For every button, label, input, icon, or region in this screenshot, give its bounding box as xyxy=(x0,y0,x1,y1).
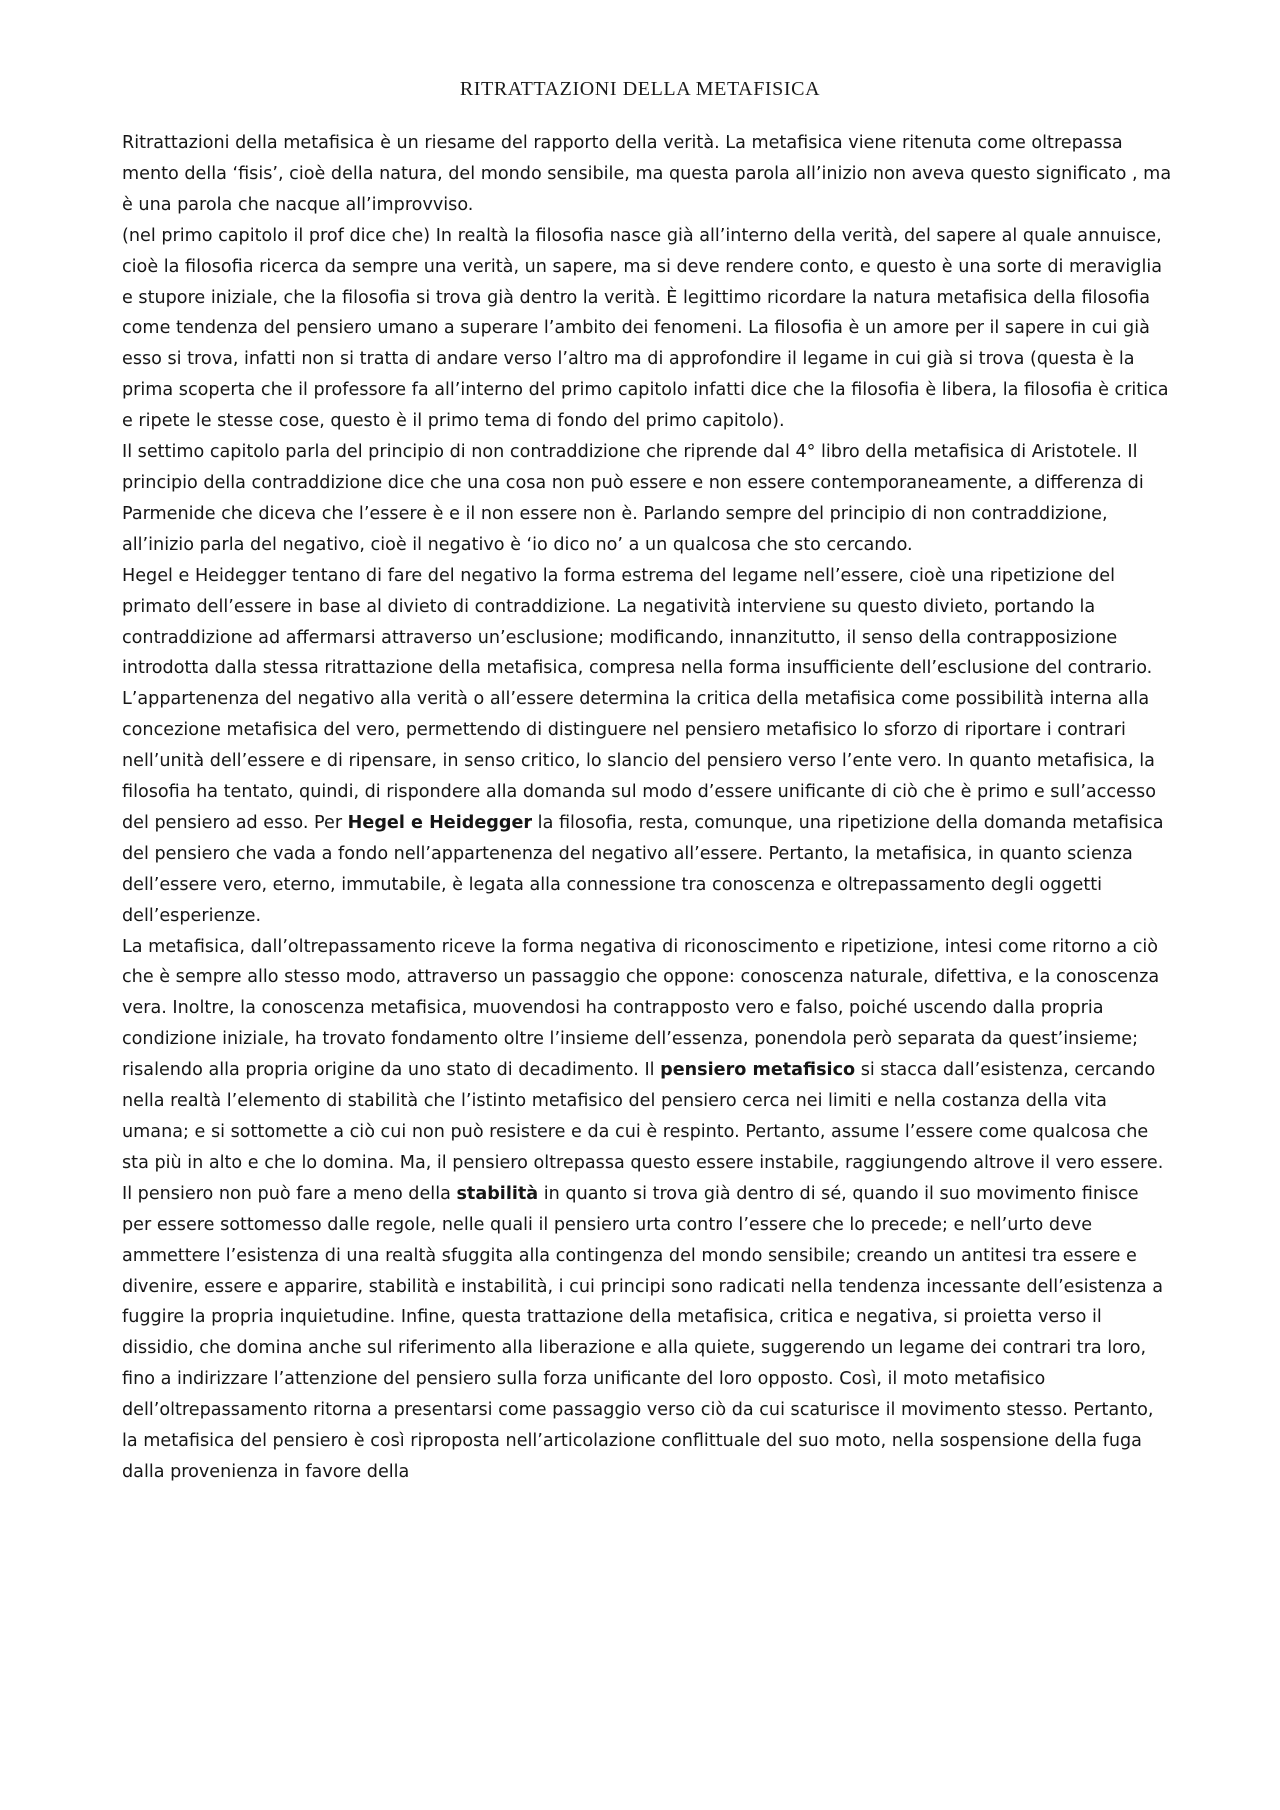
paragraph-1 xyxy=(122,128,1172,221)
paragraph-text: La metafisica, dall’oltrepassamento riceve la forma negativa di riconoscimento e ripetizione, intesi come ritorno a ciò che è sempre allo stesso modo, attraverso un passaggio che oppone: conoscenza naturale, difettiva, e la conoscenza vera. Inoltre, la conoscenza metafisica, muovendosi ha contrapposto vero e falso, poiché uscendo dalla propria condizione iniziale, ha trovato fondamento oltre l’insieme dell’essenza, ponendola però separata da quest’insieme; risalendo alla propria origine da uno stato di decadimento. Il xyxy=(122,936,1160,1081)
paragraph-4 xyxy=(122,561,1172,932)
document-title: RITRATTAZIONI DELLA METAFISICA xyxy=(459,78,821,100)
paragraph-3 xyxy=(122,437,1172,561)
bold-term-stabilita: stabilità xyxy=(456,1183,539,1204)
paragraph-text: Hegel e Heidegger tentano di fare del negativo la forma estrema del legame nell’essere, cioè una ripetizione del primato dell’essere in base al divieto di contraddizione. La negatività interviene su questo divieto, portando la contraddizione ad affermarsi attraverso un’esclusione; modificando, innanzitutto, il senso della contrapposizione introdotta dalla stessa ritrattazione della metafisica, compresa nella forma insufficiente dell’esclusione del contrario. L’appartenenza del negativo alla verità o all’essere determina la critica della metafisica come possibilità interna alla concezione metafisica del vero, permettendo di distinguere nel pensiero metafisico lo sforzo di riportare i contrari nell’unità dell’essere e di ripensare, in senso critico, lo slancio del pensiero verso l’ente vero. In quanto metafisica, la filosofia ha tentato, quindi, di rispondere alla domanda sul modo d’essere unificante di ciò che è primo e sull’accesso del pensiero ad esso. Per xyxy=(122,565,1156,833)
paragraph-text: la filosofia, resta, comunque, una ripetizione della domanda metafisica del pensiero che vada a fondo nell’appartenenza del negativo all’essere. Pertanto, la metafisica, in quanto scienza dell’essere vero, eterno, immutabile, è legata alla connessione tra conoscenza e oltrepassamento degli oggetti dell’esperienze. xyxy=(122,812,1164,926)
paragraph-text: in quanto si trova già dentro di sé, quando il suo movimento finisce per essere sottomesso dalle regole, nelle quali il pensiero urta contro l’essere che lo precede; e nell’urto deve ammettere l’esistenza di una realtà sfuggita alla contingenza del mondo sensibile; creando un antitesi tra essere e divenire, essere e apparire, stabilità e instabilità, i cui principi sono radicati nella tendenza incessante dell’esistenza a fuggire la propria inquietudine. Infine, questa trattazione della metafisica, critica e negativa, si proietta verso il dissidio, che domina anche sul riferimento alla liberazione e alla quiete, suggerendo un legame dei contrari tra loro, fino a indirizzare l’attenzione del pensiero sulla forza unificante del loro opposto. Così, il moto metafisico dell’oltrepassamento ritorna a presentarsi come passaggio verso ciò da cui scaturisce il movimento stesso. Pertanto, la metafisica del pensiero è così riproposta nell’articolazione conflittuale del suo moto, nella sospensione della fuga dalla provenienza in favore della xyxy=(122,1183,1163,1482)
paragraph-text: Ritrattazioni della metafisica è un riesame del rapporto della verità. La metafisica viene ritenuta come oltrepassa mento della ‘fisis’, cioè della natura, del mondo sensibile, ma questa parola all’inizio non aveva questo significato , ma è una parola che nacque all’improvviso. xyxy=(122,133,1172,215)
bold-term-hegel-heidegger: Hegel e Heidegger xyxy=(347,812,533,833)
paragraph-text: si stacca dall’esistenza, cercando nella realtà l’elemento di stabilità che l’istinto metafisico del pensiero cerca nei limiti e nella costanza della vita umana; e si sottomette a ciò cui non può resistere e da cui è respinto. Pertanto, assume l’essere come qualcosa che sta più in alto e che lo domina. Ma, il pensiero oltrepassa questo essere instabile, raggiungendo altrove il vero essere. Il pensiero non può fare a meno della xyxy=(122,1060,1164,1204)
paragraph-text: (nel primo capitolo il prof dice che) In realtà la filosofia nasce già all’interno della verità, del sapere al quale annuisce, cioè la filosofia ricerca da sempre una verità, un sapere, ma si deve rendere conto, e questo è una sorte di meraviglia e stupore iniziale, che la filosofia si trova già dentro la verità. È legittimo ricordare la natura metafisica della filosofia come tendenza del pensiero umano a superare l’ambito dei fenomeni. La filosofia è un amore per il sapere in cui già esso si trova, infatti non si tratta di andare verso l’altro ma di approfondire il legame in cui già si trova (questa è la prima scoperta che il professore fa all’interno del primo capitolo infatti dice che la filosofia è libera, la filosofia è critica e ripete le stesse cose, questo è il primo tema di fondo del primo capitolo). xyxy=(122,225,1169,432)
paragraph-2 xyxy=(122,221,1172,437)
bold-term-pensiero-metafisico: pensiero metafisico xyxy=(660,1060,856,1081)
paragraph-text: Il settimo capitolo parla del principio di non contraddizione che riprende dal 4° libro della metafisica di Aristotele. Il principio della contraddizione dice che una cosa non può essere e non essere contemporaneamente, a differenza di Parmenide che diceva che l’essere è e il non essere non è. Parlando sempre del principio di non contraddizione, all’inizio parla del negativo, cioè il negativo è ‘io dico no’ a un qualcosa che sto cercando. xyxy=(122,442,1144,555)
paragraph-5 xyxy=(122,932,1172,1488)
document-body xyxy=(122,128,1172,1488)
